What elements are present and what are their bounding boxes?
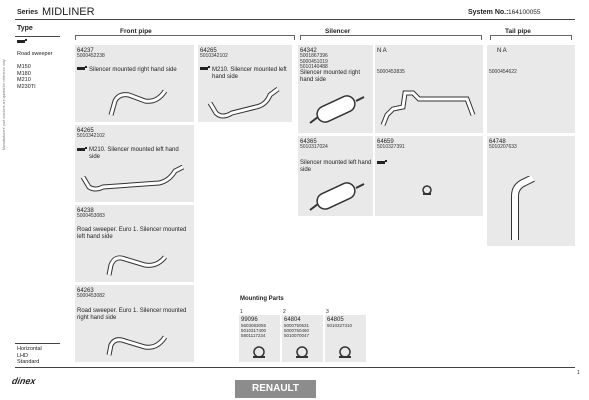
part-description: Road sweeper. Euro 1. Silencer mounted left hand side bbox=[77, 227, 187, 240]
part-reference: 5010207633 bbox=[489, 144, 517, 150]
clamp-drawing bbox=[421, 184, 433, 196]
type-line: Road sweeper bbox=[17, 51, 53, 57]
part-reference: 5010317024 bbox=[300, 144, 328, 150]
clamp-drawing bbox=[251, 345, 267, 359]
mounting-index: 3 bbox=[326, 309, 329, 315]
mounting-index: 2 bbox=[283, 309, 286, 315]
type-title: Type bbox=[17, 25, 33, 32]
type-line: M230TI bbox=[17, 83, 36, 90]
part-description: M210. Silencer mounted left hand side bbox=[212, 67, 287, 80]
disclaimer-text: Manufacturers' part numbers are quoted for reference only bbox=[2, 59, 6, 150]
pipe-drawing bbox=[105, 85, 175, 119]
footer-spec bbox=[17, 346, 42, 366]
clamp-icon bbox=[77, 66, 87, 71]
part-reference: 5000453082 bbox=[77, 293, 105, 299]
part-number: 64265 bbox=[200, 48, 217, 54]
part-description: Road sweeper. Euro 1. Silencer mounted right hand side bbox=[77, 308, 187, 321]
part-card[interactable] bbox=[75, 285, 194, 362]
footer-fuel: Horizontal bbox=[17, 346, 42, 352]
part-number: 64238 bbox=[77, 208, 94, 214]
part-reference: 5001867396 5000451019 5010140488 bbox=[300, 53, 328, 70]
clamp-icon bbox=[17, 39, 27, 44]
part-card[interactable] bbox=[198, 45, 292, 122]
part-card[interactable] bbox=[298, 45, 373, 133]
part-description: Silencer mounted right hand side bbox=[89, 67, 177, 73]
column-silencer: Silencer bbox=[325, 28, 351, 35]
pipe-drawing bbox=[105, 329, 175, 359]
part-reference: 5000750531 5000750460 5010070047 bbox=[284, 323, 310, 338]
type-line: M180 bbox=[17, 70, 31, 77]
header-divider bbox=[15, 19, 575, 20]
part-card[interactable] bbox=[75, 45, 194, 122]
type-line: M210 bbox=[17, 77, 31, 83]
part-number: 64263 bbox=[77, 288, 94, 294]
column-front-pipe: Front pipe bbox=[120, 28, 152, 35]
footer-standard: Standard bbox=[17, 359, 40, 365]
part-reference: 5010342102 bbox=[200, 53, 228, 59]
pipe-drawing bbox=[503, 176, 543, 242]
silencer-drawing bbox=[308, 93, 368, 127]
part-card[interactable] bbox=[75, 125, 194, 202]
part-card[interactable] bbox=[375, 136, 483, 216]
part-description: M210. Silencer mounted left hand side bbox=[89, 147, 179, 160]
brand-badge: RENAULT bbox=[235, 380, 316, 398]
clamp-icon bbox=[200, 66, 210, 71]
part-reference: 5000453835 bbox=[377, 69, 405, 75]
pipe-drawing bbox=[206, 85, 286, 121]
part-number: 64365 bbox=[300, 139, 317, 145]
part-number: 64805 bbox=[327, 317, 344, 323]
part-reference: 5603083055 5010317400 5801117234 bbox=[241, 323, 267, 338]
dinex-logo: dinex bbox=[11, 376, 37, 386]
part-reference: 5010327391 bbox=[377, 144, 405, 150]
clamp-drawing bbox=[294, 345, 310, 359]
silencer-drawing bbox=[308, 180, 368, 214]
part-number: 64748 bbox=[489, 139, 506, 145]
mounting-part-card[interactable] bbox=[239, 315, 280, 362]
part-number: N A bbox=[377, 48, 387, 54]
part-number: 64237 bbox=[77, 48, 94, 54]
pipe-drawing bbox=[379, 85, 481, 129]
silencer-bracket bbox=[300, 35, 482, 40]
system-number-label: System No.: bbox=[468, 9, 509, 16]
part-reference: 5000453083 bbox=[77, 213, 105, 219]
clamp-icon bbox=[377, 160, 387, 165]
part-number: N A bbox=[497, 48, 507, 54]
part-number: 64804 bbox=[284, 317, 301, 323]
part-reference: 5010327310 bbox=[327, 323, 353, 328]
page-number: 1 bbox=[577, 370, 580, 376]
type-divider bbox=[15, 36, 60, 37]
part-reference: 5010342102 bbox=[77, 133, 105, 139]
mounting-part-card[interactable] bbox=[325, 315, 366, 362]
part-card[interactable] bbox=[375, 45, 483, 133]
part-description: Silencer mounted right hand side bbox=[300, 70, 361, 83]
part-card[interactable] bbox=[487, 136, 575, 246]
footer-drive: LHD bbox=[17, 352, 29, 359]
clamp-drawing bbox=[337, 345, 353, 359]
part-number: 64342 bbox=[300, 48, 317, 54]
mounting-index: 1 bbox=[240, 309, 243, 315]
part-reference: 5000452238 bbox=[77, 53, 105, 59]
tail-pipe-bracket bbox=[490, 35, 572, 40]
mounting-part-card[interactable] bbox=[282, 315, 323, 362]
footer-divider bbox=[15, 343, 60, 344]
part-card[interactable] bbox=[75, 205, 194, 282]
clamp-icon bbox=[77, 147, 87, 152]
front-pipe-bracket bbox=[75, 35, 295, 40]
mounting-parts-title: Mounting Parts bbox=[240, 296, 284, 302]
pipe-drawing bbox=[105, 247, 175, 279]
part-number: 64659 bbox=[377, 139, 394, 145]
column-tail-pipe: Tail pipe bbox=[505, 28, 531, 35]
system-number-value: 164100055 bbox=[508, 9, 541, 16]
series-label: Series bbox=[17, 9, 39, 16]
type-line: M150 bbox=[17, 64, 31, 70]
part-card[interactable] bbox=[298, 136, 373, 216]
series-value: MIDLINER bbox=[42, 6, 95, 18]
pipe-drawing bbox=[79, 165, 189, 195]
part-number: 99096 bbox=[241, 317, 258, 323]
part-card[interactable] bbox=[487, 45, 575, 133]
part-number: 64265 bbox=[77, 128, 94, 134]
part-reference: 5000454622 bbox=[489, 69, 517, 75]
part-description: Silencer mounted left hand side bbox=[300, 160, 372, 173]
type-list bbox=[17, 51, 52, 90]
bottom-divider bbox=[15, 367, 575, 368]
